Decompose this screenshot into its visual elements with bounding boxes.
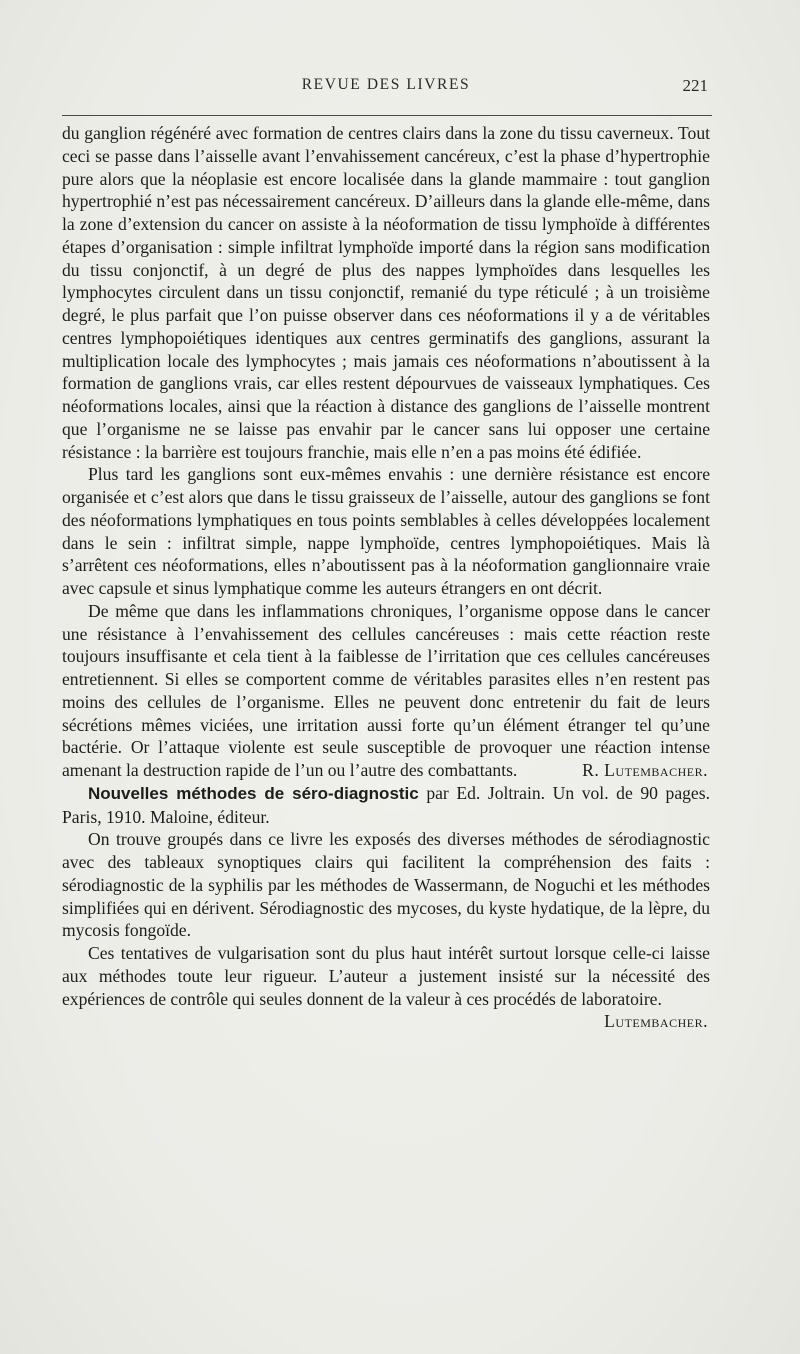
page-number: 221 [682, 76, 708, 95]
signature-1: R. Lutembacher. [582, 760, 708, 780]
running-head [62, 76, 710, 98]
signature-2: Lutembacher. [604, 1011, 708, 1032]
header-rule [62, 115, 712, 116]
paragraph-5 [62, 942, 710, 1032]
body-text [62, 122, 710, 1033]
review-2-heading [62, 782, 710, 829]
paragraph-4: On trouve groupés dans ce livre les exposés des diverses méthodes de sérodiagnostic avec des tableaux synoptiques clairs qui facilitent la compréhension des faits : sérodiagnostic de la syphilis par les méthodes de Wassermann, de Noguchi et les méthodes simplifiées qui en dérivent. Sérodiagnostic des mycoses, du kyste hydatique, de la lèpre, du mycosis fongoïde. [62, 829, 710, 941]
review-2-reference: par Ed. Joltrain. Un vol. de 90 pages. Paris, 1910. Maloine, éditeur. [62, 782, 710, 827]
paragraph-5-text: Ces tentatives de vulgarisation sont du plus haut intérêt surtout lorsque celle-ci laisse aux méthodes toute leur rigueur. L’auteur a justement insisté sur la nécessité des expériences de contrôle qui seules donnent de la valeur à ces procédés de laboratoire. [62, 943, 710, 1009]
review-2-title: Nouvelles méthodes de séro-diagnostic [88, 783, 419, 803]
paragraph-3-text: De même que dans les inflammations chroniques, l’organisme oppose dans le cancer une résistance à l’envahissement des cellules cancéreuses : mais cette réaction reste toujours insuffisante et cela tient à la faiblesse de l’irritation que ces cellules cancéreuses entretiennent. Si elles se comportent comme de véritables parasites elles n’en restent pas moins des cellules de l’organisme. Elles ne peuvent donc entretenir du fait de leurs sécrétions mêmes viciées, une irritation aussi forte qu’un élément étranger tel qu’une bactérie. Or l’attaque violente est seule susceptible de provoquer une réaction intense amenant la destruction rapide de l’un ou l’autre des combattants. [62, 600, 710, 780]
paragraph-3 [62, 600, 710, 782]
running-title: REVUE DES LIVRES [301, 76, 471, 93]
paragraph-1: du ganglion régénéré avec formation de centres clairs dans la zone du tissu caverneux. Tout ceci se passe dans l’aisselle avant l’envahissement cancéreux, c’est la phase d’hypertrophie pure alors que la néoplasie est encore localisée dans la glande mammaire : tout ganglion hypertrophié n’est pas nécessairement cancéreux. D’ailleurs dans la glande elle-même, dans la zone d’extension du cancer on assiste à la néoformation de tissu lymphoïde à différentes étapes d’organisation : simple infiltrat lymphoïde importé dans la région sans modification du tissu conjonctif, à un degré de plus des nappes lymphoïdes dans lesquelles les lymphocytes circulent dans un tissu conjonctif, remanié du type réticulé ; à un troisième degré, le plus parfait que l’on puisse observer dans ces néoformations il y a de véritables centres lymphopoiétiques identiques aux centres germinatifs des ganglions, assurant la multiplication locale des lymphocytes ; mais jamais ces néoformations n’aboutissent à la formation de ganglions vrais, car elles restent dépourvues de vaisseaux lymphatiques. Ces néoformations locales, ainsi que la réaction à distance des ganglions de l’aisselle montrent que l’organisme ne se laisse pas envahir par le cancer sans lui opposer une certaine résistance : la barrière est toujours franchie, mais elle n’en a pas moins été édifiée. [62, 123, 710, 462]
paragraph-2: Plus tard les ganglions sont eux-mêmes envahis : une dernière résistance est encore organisée et c’est alors que dans le tissu graisseux de l’aisselle, autour des ganglions se font des néoformations lymphatiques en tous points semblables à celles développées localement dans le sein : infiltrat simple, nappe lymphoïde, centres lymphopoiétiques. Mais là s’arrêtent ces néoformations, elles n’aboutissent pas à la néoformation ganglionnaire vraie avec capsule et sinus lymphatique comme les auteurs étrangers en ont décrit. [62, 464, 710, 598]
